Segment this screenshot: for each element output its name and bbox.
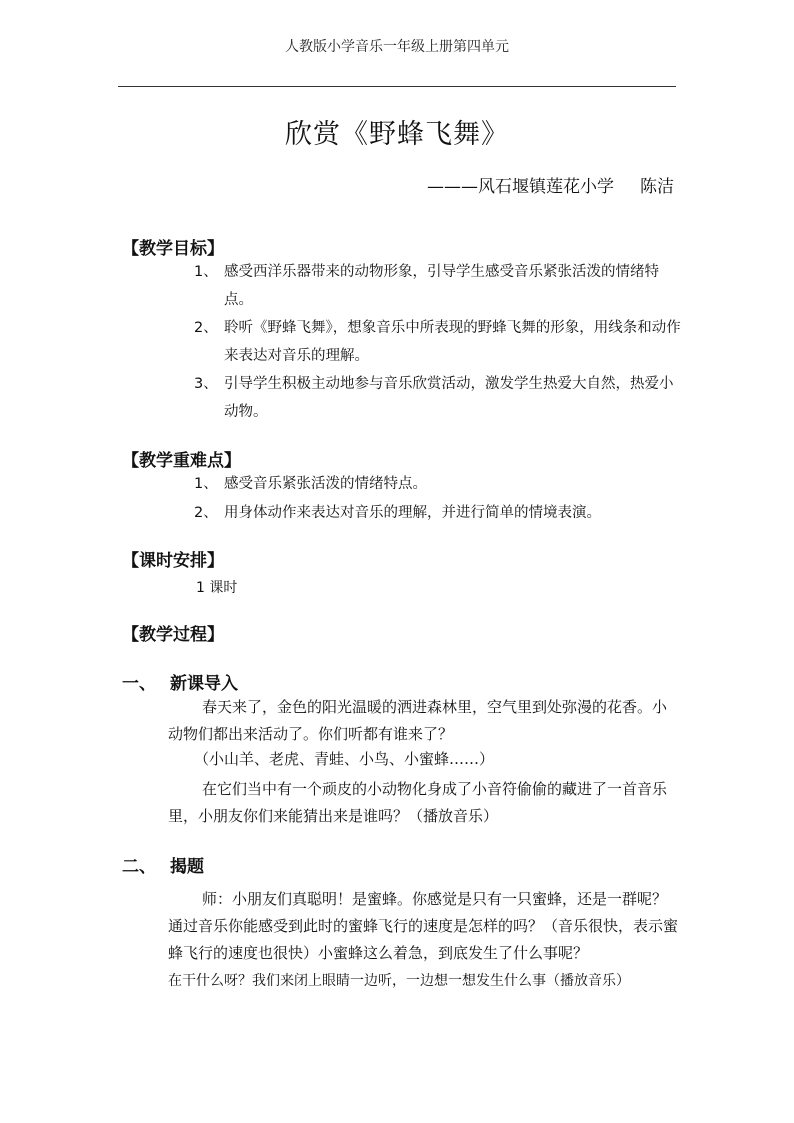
part-1-title: 新课导入 <box>170 674 238 694</box>
objective-text: 引导学生积极主动地参与音乐欣赏活动，激发学生热爱大自然，热爱小动物。 <box>224 376 674 420</box>
part-1-num: 一、 <box>122 674 156 694</box>
difficulty-num: 1、 <box>194 476 218 492</box>
objective-text: 感受西洋乐器带来的动物形象，引导学生感受音乐紧张活泼的情绪特点。 <box>224 264 659 308</box>
part-2-paragraph-2: 在干什么呀？我们来闭上眼睛一边听，一边想一想发生什么事（播放音乐） <box>168 973 630 989</box>
objective-item-3 <box>194 370 684 426</box>
process-heading: 【教学过程】 <box>122 625 224 645</box>
author-school: 风石堰镇莲花小学 <box>478 177 614 197</box>
difficulty-text: 感受音乐紧张活泼的情绪特点。 <box>224 476 427 492</box>
objective-item-2 <box>194 314 684 370</box>
part-1-paragraph-3: 在它们当中有一个顽皮的小动物化身成了小音符偷偷的藏进了一首音乐里，小朋友你们来能猜出来是谁吗？（播放音乐） <box>168 780 668 825</box>
difficulty-item-2 <box>194 499 684 527</box>
schedule-text: 1 课时 <box>196 580 238 596</box>
objectives-heading: 【教学目标】 <box>122 239 224 259</box>
author-dash: ——— <box>427 177 478 197</box>
difficulty-text: 用身体动作来表达对音乐的理解，并进行简单的情境表演。 <box>224 505 601 521</box>
objective-num: 1、 <box>194 264 218 280</box>
part-1-heading <box>122 669 238 694</box>
running-header: 人教版小学音乐一年级上册第四单元 <box>285 39 509 55</box>
objective-text: 聆听《野蜂飞舞》，想象音乐中所表现的野蜂飞舞的形象，用线条和动作来表达对音乐的理解。 <box>224 320 681 364</box>
objective-num: 3、 <box>194 376 218 392</box>
part-1-paragraph-2: （小山羊、老虎、青蛙、小鸟、小蜜蜂……） <box>194 750 495 768</box>
author-line <box>427 172 674 197</box>
part-2-paragraph-1: 师：小朋友们真聪明！是蜜蜂。你感觉是只有一只蜜蜂，还是一群呢？通过音乐你能感受到此时的蜜蜂飞行的速度是怎样的吗？（音乐很快，表示蜜蜂飞行的速度也很快）小蜜蜂这么着急，到底发生了什么事呢？ <box>168 890 679 962</box>
part-1-paragraph-1: 春天来了，金色的阳光温暖的洒进森林里，空气里到处弥漫的花香。小动物们都出来活动了。你们听都有谁来了？ <box>168 698 668 743</box>
document-title: 欣赏《野蜂飞舞》 <box>285 119 509 150</box>
schedule-heading: 【课时安排】 <box>122 551 224 571</box>
part-2-num: 二、 <box>122 857 156 877</box>
difficulty-item-1 <box>194 470 684 498</box>
header-divider <box>118 86 676 87</box>
part-2-heading <box>122 852 204 877</box>
author-name: 陈洁 <box>640 177 674 197</box>
objective-num: 2、 <box>194 320 218 336</box>
difficulty-num: 2、 <box>194 505 218 521</box>
part-2-title: 揭题 <box>170 857 204 877</box>
objective-item-1 <box>194 258 684 314</box>
difficulties-heading: 【教学重难点】 <box>122 451 241 471</box>
